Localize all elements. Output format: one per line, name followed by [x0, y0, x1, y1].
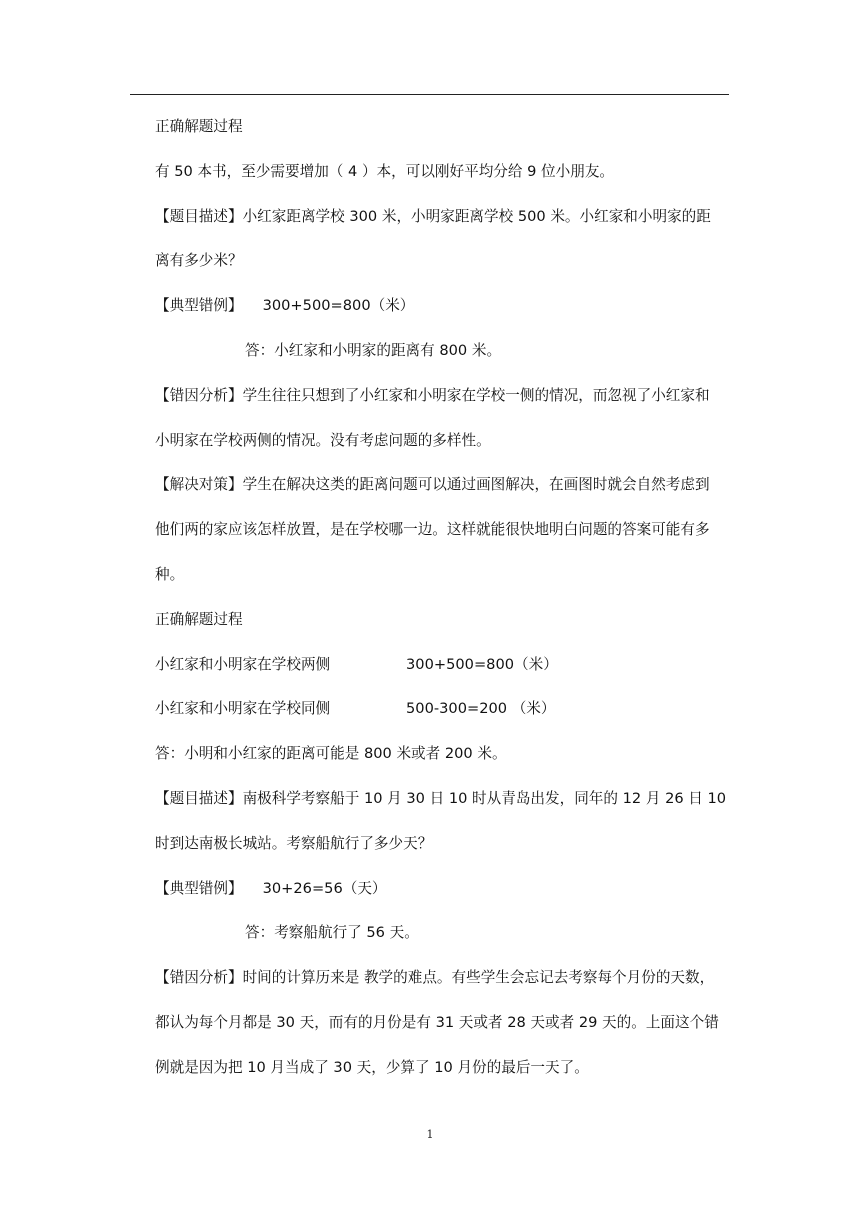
example-line: [155, 874, 735, 919]
header-rule: [130, 94, 729, 95]
text-line: 时到达南极长城站。考察船航行了多少天？: [155, 834, 433, 852]
text-line: 正确解题过程: [155, 118, 243, 135]
case-line: [155, 694, 735, 739]
answer-line: 答：小红家和小明家的距离有 800 米。: [245, 341, 502, 359]
text-line: 正确解题过程: [155, 610, 243, 628]
case-formula: 500-300=200 （米）: [406, 700, 556, 718]
text-line: 【题目描述】小红家距离学校 300 米，小明家距离学校 500 米。小红家和小明家的距: [155, 207, 711, 225]
answer-line: 答：考察船航行了 56 天。: [245, 924, 419, 942]
text-line: 有 50 本书，至少需要增加（ 4 ）本，可以刚好平均分给 9 位小朋友。: [155, 162, 615, 180]
example-label: 【典型错例】: [155, 879, 243, 897]
case-formula: 300+500=800（米）: [406, 655, 558, 673]
text-line: 种。: [155, 565, 185, 583]
text-line: 小明家在学校两侧的情况。没有考虑问题的多样性。: [155, 431, 491, 449]
document-body: [155, 112, 735, 1098]
example-label: 【典型错例】: [155, 297, 243, 315]
text-line: 离有多少米？: [155, 252, 243, 270]
text-line: 【题目描述】南极科学考察船于 10 月 30 日 10 时从青岛出发，同年的 12 月 26 日 10: [155, 789, 727, 807]
case-line: [155, 650, 735, 695]
case-label: 小红家和小明家在学校同侧: [155, 700, 331, 718]
page-number: 1: [426, 1128, 434, 1141]
case-label: 小红家和小明家在学校两侧: [155, 655, 331, 673]
text-line: 他们两的家应该怎样放置，是在学校哪一边。这样就能很快地明白问题的答案可能有多: [155, 521, 710, 539]
text-line: 【错因分析】学生往往只想到了小红家和小明家在学校一侧的情况，而忽视了小红家和: [155, 386, 710, 404]
text-line: 【错因分析】时间的计算历来是 教学的难点。有些学生会忘记去考察每个月份的天数，: [155, 969, 715, 987]
text-line: 例就是因为把 10 月当成了 30 天，少算了 10 月份的最后一天了。: [155, 1058, 589, 1076]
text-line: 【解决对策】学生在解决这类的距离问题可以通过画图解决，在画图时就会自然考虑到: [155, 476, 710, 494]
text-line: 都认为每个月都是 30 天，而有的月份是有 31 天或者 28 天或者 29 天的。上面这个错: [155, 1013, 719, 1031]
example-formula: 300+500=800（米）: [262, 297, 415, 315]
example-formula: 30+26=56（天）: [262, 879, 387, 897]
text-line: 答：小明和小红家的距离可能是 800 米或者 200 米。: [155, 745, 507, 763]
example-line: [155, 291, 735, 336]
